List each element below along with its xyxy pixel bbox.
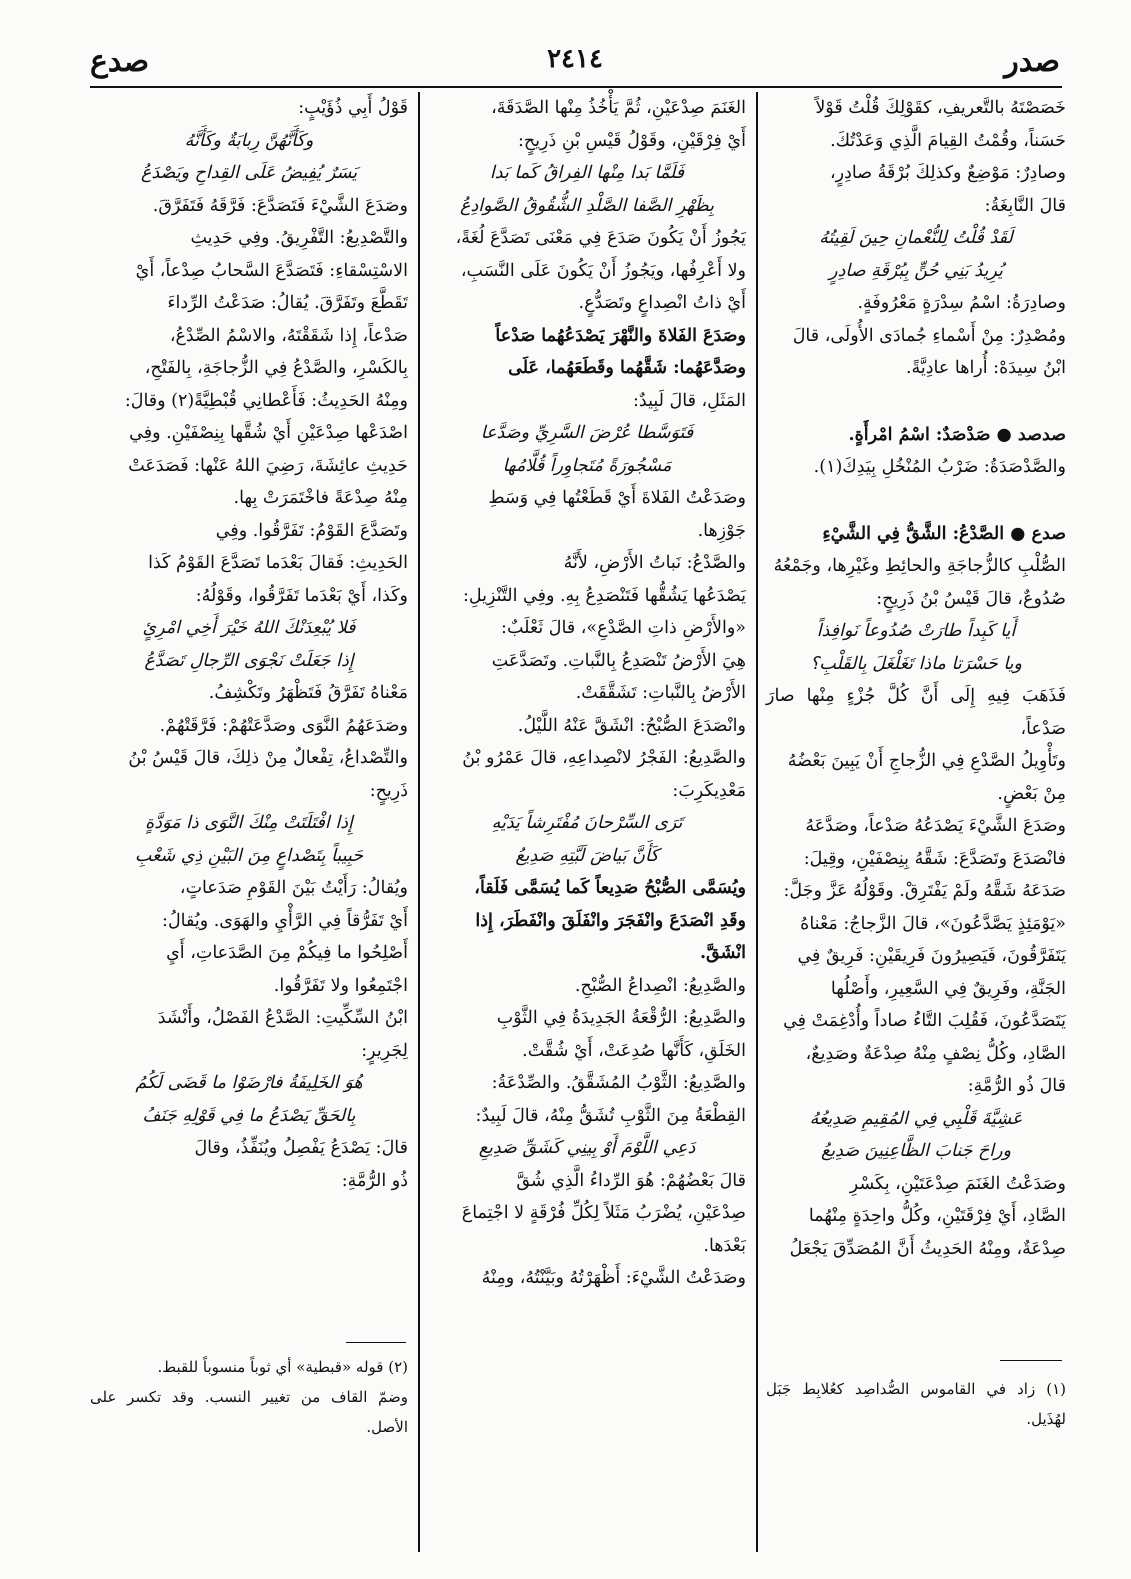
text-line: وانْصَدَعَ الصُّبْحُ: انْشَقَّ عَنْهُ اللَّيْلُ. bbox=[517, 715, 746, 736]
text-line: مَعْناهُ تَفَرَّقُ فَتَظْهَرُ وتَكْشِفُ. bbox=[208, 683, 408, 703]
text-line: بِالكَسْرِ، والصَّدْعُ فِي الزُّجاجَةِ، بِالفَتْحِ، bbox=[144, 358, 408, 378]
verse-line: بِالحَقِّ يَصْدَعُ ما فِي قَوْلِهِ جَنَفُ bbox=[142, 1105, 356, 1126]
verse-line: دَعِي اللَّوْمَ أَوْ بِينِي كَشَقِّ صَدِيعِ bbox=[478, 1138, 696, 1158]
text-line: صِدْعَيْنِ، يُضْرَبُ مَثَلاً لِكُلِّ فُرْقَةٍ لا اجْتِماعَ bbox=[461, 1203, 746, 1223]
spacer bbox=[766, 484, 1066, 518]
text-line: وصادِرَةُ: اسْمُ سِدْرَةٍ مَعْرُوفَةٍ. bbox=[857, 293, 1066, 313]
column-divider bbox=[756, 92, 758, 1552]
text-line: وصَدَعَ الفَلاةَ والنَّهْرَ يَصْدَعُهُما صَدْعاً bbox=[495, 325, 746, 346]
text-line: والتِّصْداعُ، تِفْعالٌ مِنْ ذلِكَ، قالَ قَيْسُ بْنُ bbox=[128, 748, 408, 768]
footnote-rule bbox=[346, 1342, 406, 1343]
text-line: ويُسَمَّى الصُّبْحُ صَدِيعاً كَما يُسَمَّى فَلَقاً، bbox=[474, 878, 746, 898]
verse-line: فَلا يُبْعِدَنْكَ اللهُ خَيْرَ أَخِي امْرِئٍ bbox=[142, 618, 356, 638]
text-line: بَعْدَها. bbox=[703, 1235, 746, 1256]
text-line: ابْنُ السِّكِّيتِ: الصَّدْعُ الفَصْلُ، وأَنْشَدَ bbox=[157, 1008, 408, 1028]
text-line: وصَدَعَهُمُ النَّوَى وصَدَّعَتْهُمْ: فَرَّقَتْهُمْ. bbox=[159, 715, 408, 736]
text-line: ذَرِيحٍ: bbox=[369, 780, 408, 801]
text-line: يَتَفَرَّقُونَ، فَيَصِيرُونَ فَرِيقَيْنِ: فَرِيقٌ فِي bbox=[797, 946, 1066, 966]
text-line: الصَّادِ، وكُلُّ نِصْفٍ مِنْهُ صِدْعَةٌ وصَدِيعٌ، bbox=[805, 1043, 1066, 1064]
verse-line: ويا حَسْرَتا ماذا تَغَلْغَلَ بِالقَلْبِ؟ bbox=[809, 653, 1022, 674]
text-line: ولا أَعْرِفُها، ويَجُوزُ أَنْ يَكُونَ عَلَى النَّسَبِ، bbox=[460, 260, 746, 281]
text-line: حَدِيثِ عائِشَةَ، رَضِيَ اللهُ عَنْها: فَصَدَعَتْ bbox=[128, 455, 408, 476]
text-line: مِنْ بَعْضٍ. bbox=[997, 783, 1066, 804]
verse-line: هُوَ الخَلِيفَةُ فارْضَوْا ما قَضَى لَكُمُ bbox=[135, 1073, 363, 1093]
page-header bbox=[90, 44, 1060, 90]
text-line: خَصَصْتَهُ بالتَّعريفِ، كقَوْلِكَ قُلْتُ قَوْلاً bbox=[815, 98, 1066, 118]
text-line: القِطْعَةُ مِنَ الثَّوْبِ تُشَقُّ مِنْهُ، قالَ لَبِيدٌ: bbox=[475, 1105, 746, 1126]
text-line: صَدْعاً، إِذا شَقَقْتَهُ، والاسْمُ الصِّدْعُ، bbox=[169, 325, 408, 346]
text-line: والصَّدِيعُ: الرُّقْعَةُ الجَدِيدَةُ فِي الثَّوْبِ bbox=[496, 1008, 746, 1028]
text-line: اصْدَعْها صِدْعَيْنِ أَيْ شُقَّها بِنِصْفَيْنِ. وفِي bbox=[129, 423, 408, 443]
text-line: والصَّدِيعُ: انْصِداعُ الصُّبْحِ. bbox=[574, 975, 746, 996]
header-rule bbox=[90, 86, 1062, 88]
text-line: الصُّلْبِ كالزُّجاجَةِ والحائِطِ وغَيْرِها، وجَمْعُهُ bbox=[773, 556, 1066, 576]
text-line: الحَدِيثِ: فَقالَ بَعْدَما تَصَدَّعَ القَوْمُ كَذا bbox=[148, 553, 408, 573]
text-line: الأَرْضُ بِالنَّباتِ: تَشَقَّقَتْ. bbox=[575, 683, 746, 703]
text-line: أَيْ تَفَرُّقاً فِي الرَّأْيِ والهَوَى. ويُقالُ: bbox=[162, 910, 408, 931]
verse-line: إِذا جَعَلَتْ نَجْوَى الرِّجالِ تَصَدَّعُ bbox=[144, 650, 354, 671]
text-line: ومُصْدِرٌ: مِنْ أَسْماءِ جُمادَى الأُولَى، قالَ bbox=[792, 325, 1066, 346]
text-line: أَصْلِحُوا ما فِيكُمْ مِنَ الصَّدَعاتِ، أَيِ bbox=[166, 943, 408, 963]
verse-line: لَقَدْ قُلْتُ لِلنُّعْمانِ حِينَ لَقِيتُهُ bbox=[819, 228, 1013, 248]
footnote-left bbox=[90, 1352, 408, 1442]
left-column bbox=[90, 92, 408, 1342]
verse-line: مَسْجُورَةً مُتَجاوِراً قُلَّامُها bbox=[502, 455, 672, 476]
verse-line: كَأَنَّ بَياضَ لَبَّتِهِ صَدِيعُ bbox=[515, 845, 659, 866]
text-line: قالَ: يَصْدَعُ يَفْصِلُ ويُنَفِّذُ، وقالَ bbox=[194, 1138, 408, 1158]
text-line: وصَدَعَ الشَّيْءَ يَصْدَعُهُ صَدْعاً، وصَدَّعَهُ bbox=[805, 816, 1066, 836]
text-line: وتَأْوِيلُ الصَّدْعِ فِي الزُّجاجِ أَنْ يَبِينَ بَعْضُهُ bbox=[787, 751, 1066, 771]
text-line: صَدَعَهُ شَقَّهُ ولَمْ يَفْتَرِقْ. وقَوْلُهُ عَزَّ وجَلَّ: bbox=[783, 881, 1066, 901]
middle-column bbox=[428, 92, 746, 1542]
text-line: ذُو الرُّمَّةِ: bbox=[341, 1170, 408, 1191]
verse-line: إِذا افْتَلَتَتْ مِنْكَ النَّوَى ذا مَوَدَّةٍ bbox=[145, 813, 353, 833]
text-line: أَيْ ذاتُ انْصِداعٍ وتَصَدُّعٍ. bbox=[578, 293, 746, 313]
verse-line: فَتَوَسَّطا عُرْضَ السَّرِيِّ وصَدَّعا bbox=[480, 423, 694, 443]
verse-line: حَبِيباً بِتَصْداعٍ مِنَ البَيْنِ ذِي شَعْبِ bbox=[134, 845, 364, 866]
verse-line: عَشِيَّةَ قَلْبِي فِي المُقِيمِ صَدِيعُهُ bbox=[809, 1108, 1023, 1129]
text-line: يَتَصَدَّعُونَ، فَقُلِبَ التَّاءُ صاداً وأُدْغِمَتْ فِي bbox=[783, 1011, 1066, 1031]
text-line: قالَ ذُو الرُّمَّةِ: bbox=[967, 1076, 1066, 1096]
text-line: وصَدَعْتُ الشَّيْءَ: أَظْهَرْتُهُ وبَيَّنْتُهُ، ومِنْهُ bbox=[481, 1268, 746, 1288]
text-line: ويُقالُ: رَأَيْتُ بَيْنَ القَوْمِ صَدَعاتٍ، bbox=[179, 878, 408, 898]
text-line: وصَدَّعَهُما: شَقَّهُما وقَطَعَهُما، عَلَى bbox=[508, 358, 746, 378]
text-line: هِيَ الأَرْضُ تَنْصَدِعُ بِالنَّباتِ. وتَصَدَّعَتِ bbox=[491, 650, 746, 671]
footnote-right: (١) زاد في القاموس الصُّداصِد كعُلابِط جَبَل لهُذَيل. bbox=[766, 1380, 1066, 1428]
verse-line: وكَأَنَّهُنَّ رِبابَةٌ وكَأَنَّهُ bbox=[184, 130, 314, 151]
text-line: اجْتَمِعُوا ولا تَفَرَّقُوا. bbox=[273, 975, 408, 996]
text-line: المَثَلِ، قالَ لَبِيدٌ: bbox=[632, 390, 746, 411]
text-line: مَعْدِيكَرِبَ: bbox=[672, 780, 746, 801]
text-line: أَيْ فِرْقَيْنِ، وقَوْلُ قَيْسِ بْنِ ذَرِيحٍ: bbox=[517, 130, 746, 151]
right-column bbox=[766, 92, 1066, 1259]
text-line: يَجُوزُ أَنْ يَكُونَ صَدَعَ فِي مَعْنَى تَصَدَّعَ لُغَةً، bbox=[455, 228, 746, 248]
text-line: الجَنَّةِ، وفَرِيقٌ فِي السَّعِيرِ، وأَصْلُها bbox=[830, 978, 1066, 999]
text-line: يَصْدَعُها يَشُقُّها فَتَنْصَدِعُ بِهِ. وفِي التَّنْزِيلِ: bbox=[463, 585, 746, 606]
text-line: والتَّصْدِيعُ: التَّفْرِيقُ. وفِي حَدِيثِ bbox=[190, 228, 408, 248]
header-left-word: صدع bbox=[90, 44, 150, 79]
text-line: وصادِرٌ: مَوْضِعٌ وكذلِكَ بُرْقَةُ صادِرٍ، bbox=[829, 163, 1066, 183]
text-line: وقَدِ انْصَدَعَ وانْفَجَرَ وانْفَلَقَ وانْفَطَرَ، إِذا bbox=[475, 910, 746, 931]
entry-heading: صدصد ● صَدْصَدٌ: اسْمُ امْرأَةٍ. bbox=[848, 424, 1066, 445]
text-line: حَسَناً، وقُمْتُ القِيامَ الَّذِي وَعَدْتُكَ. bbox=[830, 130, 1066, 151]
text-line: صُدُوعٌ، قالَ قَيْسُ بْنُ ذَرِيحٍ: bbox=[876, 588, 1066, 609]
text-line: قَوْلُ أَبِي ذُؤَيْبٍ: bbox=[298, 98, 408, 118]
text-line: والصَّدِيعُ: الثَّوْبُ المُشَقَّقُ. والصِّدْعَةُ: bbox=[491, 1073, 746, 1093]
text-line: جَوْزِها. bbox=[697, 520, 746, 541]
text-line: «يَوْمَئِذٍ يَصَّدَّعُونَ»، قالَ الزَّجاجُ: مَعْناهُ bbox=[800, 913, 1066, 934]
verse-line: أَيا كَبِداً طارَتْ صُدُوعاً نَوافِذاً bbox=[816, 621, 1016, 641]
verse-line: بِظَهْرِ الصَّفا الصَّلْدِ الشُّقُوقُ الصَّوادِعُ bbox=[460, 195, 714, 216]
text-line: «والأَرْضِ ذاتِ الصَّدْعِ»، قالَ ثَعْلَبٌ: bbox=[501, 618, 746, 638]
spacer bbox=[766, 385, 1066, 419]
verse-line: تَرَى السِّرْحانَ مُفْتَرِشاً يَدَيْهِ bbox=[491, 813, 683, 833]
text-line: والصَّدْعُ: نَباتُ الأَرْضِ، لأَنَّهُ bbox=[563, 553, 746, 573]
verse-line: فَلَمَّا بَدا مِنْها الفِراقُ كَما بَدا bbox=[489, 163, 685, 183]
text-line: الغَنَمَ صِدْعَيْنِ، ثُمَّ يَأْخُذُ مِنْها الصَّدَقَةَ، bbox=[491, 98, 746, 118]
text-line: فانْصَدَعَ وتَصَدَّعَ: شَقَّهُ بِنِصْفَيْنِ، وقِيلَ: bbox=[803, 848, 1066, 869]
text-line: قالَ بَعْضُهُمْ: هُوَ الرِّداءُ الَّذِي شُقَّ bbox=[516, 1170, 746, 1191]
footnote-rule bbox=[1000, 1360, 1062, 1361]
text-line: الصَّادِ، أَيْ فِرْقَتَيْنِ، وكُلُّ واحِدَةٍ مِنْهُما bbox=[808, 1206, 1066, 1226]
text-line: وتَصَدَّعَ القَوْمُ: تَفَرَّقُوا. وفِي bbox=[215, 520, 408, 541]
text-line: صِدْعَةٌ، ومِنْهُ الحَدِيثُ أَنَّ المُصَدِّقَ يَجْعَلُ bbox=[789, 1238, 1066, 1259]
page-number: ٢٤١٤ bbox=[547, 44, 603, 74]
verse-line: يُرِيدُ بَنِي حُنٍّ بِبُرْقَةِ صادِرٍ bbox=[829, 260, 1003, 281]
text-line: والصَّدْصَدَةُ: ضَرْبُ المُنْخُلِ بِيَدِكَ(١). bbox=[813, 457, 1066, 477]
text-line: وصَدَعْتُ الغَنَمَ صِدْعَتَيْنِ، بِكَسْرِ bbox=[849, 1173, 1066, 1194]
text-line: الخَلَقِ، كَأَنَّها صُدِعَتْ، أَيْ شُقَّتْ. bbox=[522, 1040, 746, 1061]
footnote-line: وضمّ القاف من تغيير النسب. وقد تكسر على الأصل. bbox=[90, 1388, 408, 1436]
text-line: ابْنُ سِيدَهْ: أُراها عادِيَّةً. bbox=[905, 358, 1066, 378]
header-right-word: صدر bbox=[1004, 44, 1060, 79]
verse-line: وراحَ جَنابَ الظَّاعِنِينَ صَدِيعُ bbox=[820, 1141, 1012, 1161]
text-line: قالَ النَّابِغَةُ: bbox=[984, 195, 1066, 216]
text-line: وكَذا، أَيْ بَعْدَما تَفَرَّقُوا، وقَوْلُهُ: bbox=[195, 585, 408, 606]
text-line: لِجَرِيرٍ: bbox=[361, 1040, 408, 1061]
text-line: ومِنْهُ الحَدِيثُ: فَأَعْطانِي قُبْطِيَّةً(٢) وقالَ: bbox=[124, 390, 408, 411]
footnote-line: (٢) قوله «قبطية» أي ثوباً منسوباً للقبط. bbox=[157, 1358, 408, 1376]
column-divider bbox=[418, 92, 420, 1552]
text-line: تَقَطَّعَ وتَفَرَّقَ. يُقالُ: صَدَعْتُ الرِّداءَ bbox=[167, 293, 408, 313]
text-line: مِنْهُ صِدْعَةً فاخْتَمَرَتْ بِها. bbox=[233, 488, 408, 508]
verse-line: يَسَرٌ يُفِيضُ عَلَى القِداحِ ويَصْدَعُ bbox=[140, 163, 358, 183]
text-line: الاسْتِسْقاءِ: فَتَصَدَّعَ السَّحابُ صِدْعاً، أَيْ bbox=[135, 260, 408, 281]
text-line: فَذَهَبَ فِيهِ إِلَى أَنَّ كُلَّ جُزْءٍ مِنْها صارَ صَدْعاً، bbox=[766, 686, 1066, 739]
text-line: وصَدَعَ الشَّيْءَ فَتَصَدَّعَ: فَرَّقَهُ فَتَفَرَّقَ. bbox=[152, 195, 408, 216]
text-line: والصَّدِيعُ: الفَجْرُ لانْصِداعِهِ، قالَ عَمْرُو بْنُ bbox=[462, 748, 746, 768]
entry-heading: صدع ● الصَّدْعُ: الشَّقُّ فِي الشَّيْءِ bbox=[822, 523, 1066, 544]
text-line: انْشَقَّ. bbox=[699, 943, 746, 963]
text-line: وصَدَعْتُ الفَلاةَ أَيْ قَطَعْتُها فِي وَسَطِ bbox=[488, 488, 746, 508]
